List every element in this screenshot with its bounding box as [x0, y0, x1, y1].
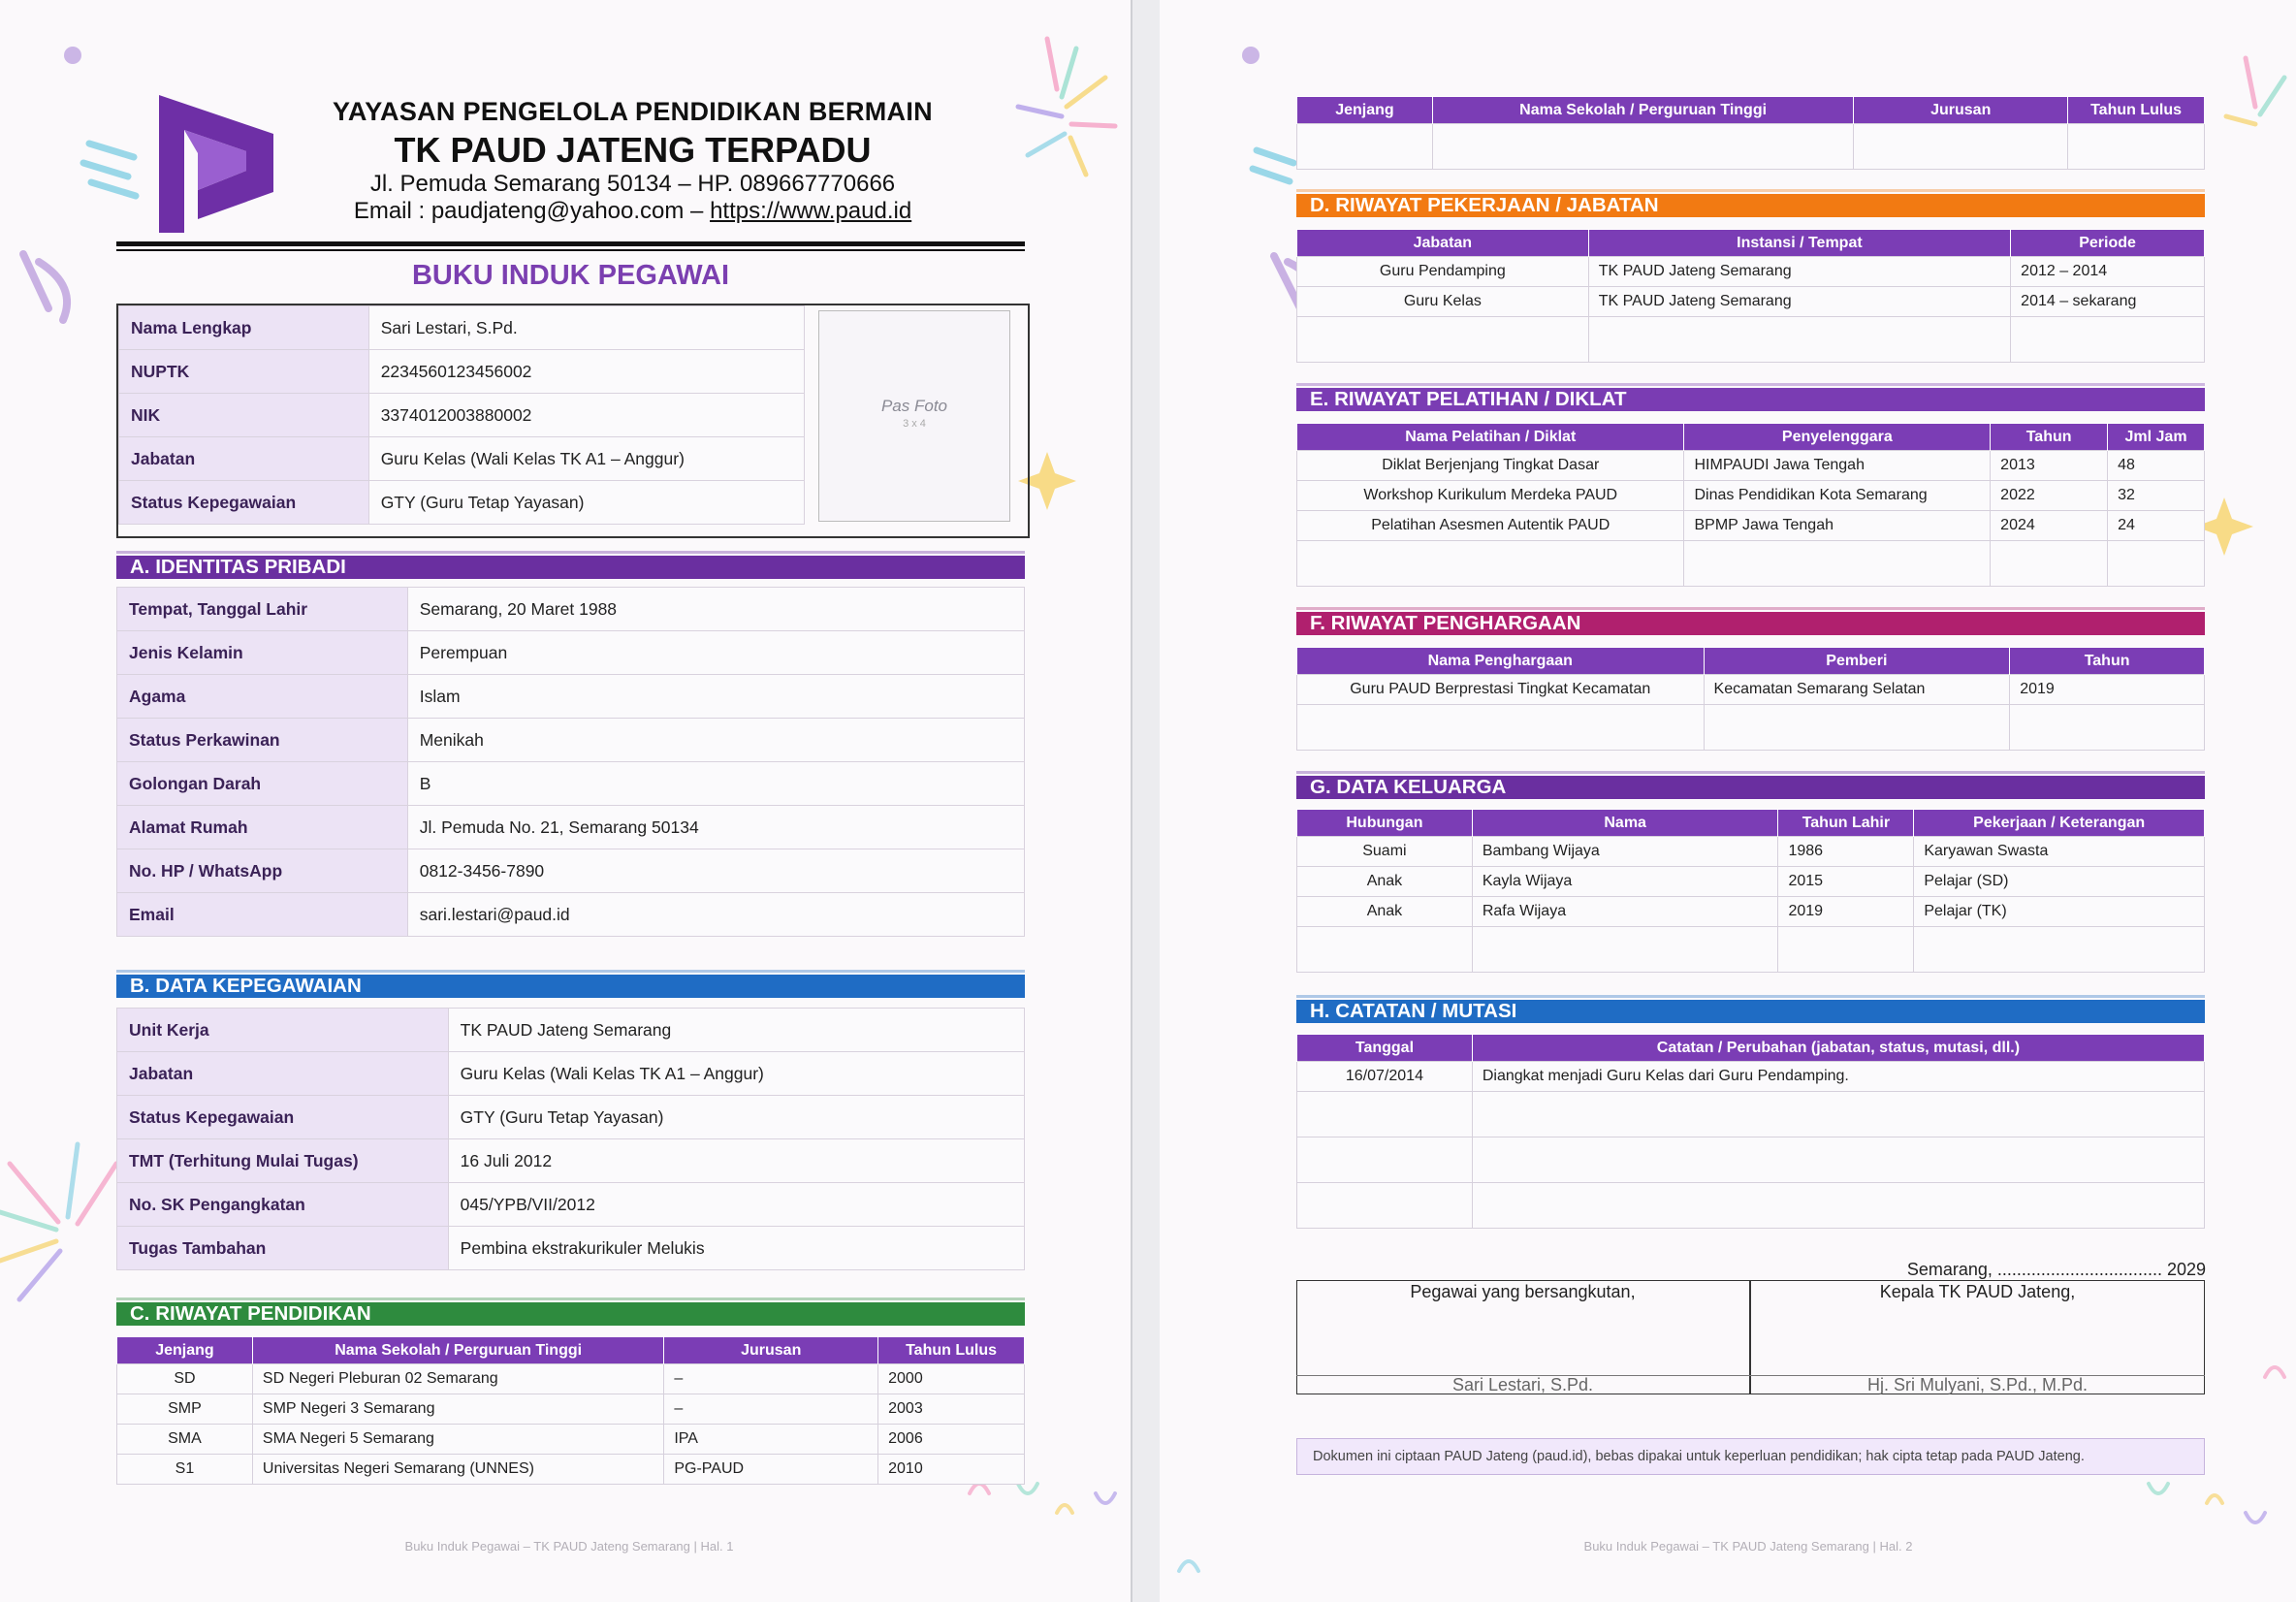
table-cell: IPA	[664, 1425, 878, 1455]
page-gutter	[1131, 0, 1160, 1602]
table-cell: –	[664, 1364, 878, 1394]
section-g-header: G. DATA KELUARGA	[1296, 776, 2205, 799]
column-header: Jenjang	[117, 1337, 253, 1364]
empty-cell	[2011, 317, 2205, 363]
page-1	[0, 0, 1131, 1602]
field-value: 0812-3456-7890	[407, 849, 1024, 893]
field-value: GTY (Guru Tetap Yayasan)	[448, 1096, 1024, 1139]
column-header: Tahun Lulus	[878, 1337, 1025, 1364]
empty-cell	[1914, 927, 2205, 973]
empty-row	[1297, 705, 2205, 751]
kv-row	[119, 306, 805, 350]
table-header-row	[1297, 810, 2205, 837]
field-value: 045/YPB/VII/2012	[448, 1183, 1024, 1227]
signature-left-name: Sari Lestari, S.Pd.	[1451, 1375, 1594, 1394]
table-cell: Diklat Berjenjang Tingkat Dasar	[1297, 451, 1684, 481]
page-divider	[1131, 0, 1132, 1602]
kv-row	[119, 437, 805, 481]
table-row	[117, 1455, 1025, 1485]
table-cell: TK PAUD Jateng Semarang	[1588, 287, 2010, 317]
kv-row	[117, 1139, 1025, 1183]
header-rule-thin	[116, 249, 1025, 251]
table-cell: Rafa Wijaya	[1472, 897, 1778, 927]
empty-cell	[2108, 541, 2205, 587]
empty-row	[1297, 927, 2205, 973]
kv-row	[117, 806, 1025, 849]
table-row	[1297, 675, 2205, 705]
table-cell: Bambang Wijaya	[1472, 837, 1778, 867]
table-cell: Anak	[1297, 867, 1473, 897]
table-cell: 48	[2108, 451, 2205, 481]
table-cell: 2015	[1778, 867, 1914, 897]
table-cell: Diangkat menjadi Guru Kelas dari Guru Pendamping.	[1472, 1062, 2204, 1092]
table-cell: 2024	[1991, 511, 2108, 541]
table-header-row	[117, 1337, 1025, 1364]
table-cell: BPMP Jawa Tengah	[1684, 511, 1991, 541]
kv-row	[119, 394, 805, 437]
empty-cell	[1472, 1137, 2204, 1183]
field-label: Tugas Tambahan	[117, 1227, 449, 1270]
field-label: Status Perkawinan	[117, 719, 408, 762]
column-header: Jurusan	[664, 1337, 878, 1364]
column-header: Pekerjaan / Keterangan	[1914, 810, 2205, 837]
field-value: Menikah	[407, 719, 1024, 762]
column-header: Tahun Lulus	[2068, 97, 2205, 124]
work-history-table	[1296, 229, 2205, 363]
column-header: Tahun Lahir	[1778, 810, 1914, 837]
column-header: Penyelenggara	[1684, 424, 1991, 451]
empty-cell	[1297, 317, 1589, 363]
table-cell: 16/07/2014	[1297, 1062, 1473, 1092]
table-cell: Pelajar (TK)	[1914, 897, 2205, 927]
field-label: Golongan Darah	[117, 762, 408, 806]
kv-row	[117, 1096, 1025, 1139]
empty-row	[1297, 1183, 2205, 1229]
employment-table	[116, 1008, 1025, 1270]
column-header: Jabatan	[1297, 230, 1589, 257]
field-value: 16 Juli 2012	[448, 1139, 1024, 1183]
column-header: Nama Sekolah / Perguruan Tinggi	[252, 1337, 663, 1364]
kv-row	[117, 1183, 1025, 1227]
table-cell: PG-PAUD	[664, 1455, 878, 1485]
school-contact	[310, 198, 955, 225]
kv-row	[117, 762, 1025, 806]
table-cell: SMA Negeri 5 Semarang	[252, 1425, 663, 1455]
table-cell: 24	[2108, 511, 2205, 541]
identity-table	[118, 305, 805, 525]
table-cell: TK PAUD Jateng Semarang	[1588, 257, 2010, 287]
table-header-row	[1297, 648, 2205, 675]
field-value: B	[407, 762, 1024, 806]
field-label: NIK	[119, 394, 369, 437]
table-row	[1297, 287, 2205, 317]
column-header: Tahun	[2010, 648, 2205, 675]
empty-cell	[2010, 705, 2205, 751]
empty-cell	[1297, 1183, 1473, 1229]
kv-row	[117, 1009, 1025, 1052]
column-header: Nama Pelatihan / Diklat	[1297, 424, 1684, 451]
empty-cell	[1472, 1183, 2204, 1229]
section-d-header: D. RIWAYAT PEKERJAAN / JABATAN	[1296, 194, 2205, 217]
table-row	[1297, 897, 2205, 927]
column-header: Catatan / Perubahan (jabatan, status, mutasi, dll.)	[1472, 1035, 2204, 1062]
table-row	[117, 1394, 1025, 1425]
org-name: YAYASAN PENGELOLA PENDIDIKAN BERMAIN	[333, 97, 933, 126]
table-cell: 2012 – 2014	[2011, 257, 2205, 287]
notes-table	[1296, 1034, 2205, 1229]
table-header-row	[1297, 424, 2205, 451]
table-cell: Suami	[1297, 837, 1473, 867]
field-value: TK PAUD Jateng Semarang	[448, 1009, 1024, 1052]
photo-label: Pas Foto	[880, 397, 948, 415]
school-logo	[155, 95, 273, 233]
empty-cell	[1588, 317, 2010, 363]
empty-cell	[1684, 541, 1991, 587]
table-row	[1297, 451, 2205, 481]
column-header: Jurusan	[1854, 97, 2068, 124]
field-value: Sari Lestari, S.Pd.	[368, 306, 804, 350]
table-cell: 2000	[878, 1364, 1025, 1394]
column-header: Tanggal	[1297, 1035, 1473, 1062]
table-cell: SD Negeri Pleburan 02 Semarang	[252, 1364, 663, 1394]
disclaimer-note: Dokumen ini ciptaan PAUD Jateng (paud.id), bebas dipakai untuk keperluan pendidikan; hak cipta tetap pada PAUD Jateng.	[1296, 1438, 2205, 1475]
field-value: Islam	[407, 675, 1024, 719]
page-footer: Buku Induk Pegawai – TK PAUD Jateng Semarang | Hal. 1	[404, 1539, 734, 1554]
kv-row	[117, 675, 1025, 719]
table-cell: 2003	[878, 1394, 1025, 1425]
table-cell: Dinas Pendidikan Kota Semarang	[1684, 481, 1991, 511]
table-cell: Pelatihan Asesmen Autentik PAUD	[1297, 511, 1684, 541]
empty-cell	[1704, 705, 2010, 751]
field-label: Alamat Rumah	[117, 806, 408, 849]
table-row	[1297, 1062, 2205, 1092]
table-row	[117, 1364, 1025, 1394]
photo-size: 3 x 4	[903, 418, 926, 430]
kv-row	[117, 1052, 1025, 1096]
field-value: Semarang, 20 Maret 1988	[407, 588, 1024, 631]
table-cell: 2006	[878, 1425, 1025, 1455]
section-f-header: F. RIWAYAT PENGHARGAAN	[1296, 612, 2205, 635]
signature-right-role: Kepala TK PAUD Jateng,	[1879, 1282, 2076, 1301]
header-rule	[116, 241, 1025, 246]
column-header: Pemberi	[1704, 648, 2010, 675]
empty-cell	[1472, 1092, 2204, 1137]
table-cell: Pelajar (SD)	[1914, 867, 2205, 897]
empty-row	[1297, 541, 2205, 587]
table-cell: Karyawan Swasta	[1914, 837, 2205, 867]
table-cell: Kayla Wijaya	[1472, 867, 1778, 897]
kv-row	[117, 588, 1025, 631]
field-value: Jl. Pemuda No. 21, Semarang 50134	[407, 806, 1024, 849]
field-label: NUPTK	[119, 350, 369, 394]
kv-row	[117, 719, 1025, 762]
table-cell: 2010	[878, 1455, 1025, 1485]
table-cell: Guru PAUD Berprestasi Tingkat Kecamatan	[1297, 675, 1705, 705]
table-cell: 32	[2108, 481, 2205, 511]
table-cell: SMP	[117, 1394, 253, 1425]
column-header: Periode	[2011, 230, 2205, 257]
kv-row	[117, 893, 1025, 937]
email-text: Email : paudjateng@yahoo.com –	[353, 198, 711, 224]
field-value: 3374012003880002	[368, 394, 804, 437]
empty-cell	[1297, 1092, 1473, 1137]
empty-cell	[1297, 705, 1705, 751]
website-link[interactable]: https://www.paud.id	[710, 198, 912, 224]
table-cell: SD	[117, 1364, 253, 1394]
section-a-header: A. IDENTITAS PRIBADI	[116, 556, 1025, 579]
field-label: No. SK Pengangkatan	[117, 1183, 449, 1227]
field-label: Nama Lengkap	[119, 306, 369, 350]
section-b-header: B. DATA KEPEGAWAIAN	[116, 975, 1025, 998]
empty-cell	[1297, 541, 1684, 587]
table-cell: Anak	[1297, 897, 1473, 927]
field-value: sari.lestari@paud.id	[407, 893, 1024, 937]
table-cell: –	[664, 1394, 878, 1425]
field-label: Status Kepegawaian	[117, 1096, 449, 1139]
field-label: Jabatan	[119, 437, 369, 481]
table-cell: SMP Negeri 3 Semarang	[252, 1394, 663, 1425]
table-row	[1297, 511, 2205, 541]
education-table-continued	[1296, 96, 2205, 170]
signature-date: Semarang, .................................. 2029	[1906, 1260, 2206, 1279]
section-e-header: E. RIWAYAT PELATIHAN / DIKLAT	[1296, 388, 2205, 411]
table-cell: 2013	[1991, 451, 2108, 481]
empty-cell	[1778, 927, 1914, 973]
family-table	[1296, 809, 2205, 973]
table-header-row	[1297, 1035, 2205, 1062]
field-label: Status Kepegawaian	[119, 481, 369, 525]
table-cell: Workshop Kurikulum Merdeka PAUD	[1297, 481, 1684, 511]
table-cell: 1986	[1778, 837, 1914, 867]
field-value: GTY (Guru Tetap Yayasan)	[368, 481, 804, 525]
table-cell: Guru Kelas	[1297, 287, 1589, 317]
table-row	[1297, 257, 2205, 287]
personal-table	[116, 587, 1025, 937]
kv-row	[119, 350, 805, 394]
signature-left-role: Pegawai yang bersangkutan,	[1410, 1282, 1636, 1301]
kv-row	[117, 1227, 1025, 1270]
empty-cell	[1991, 541, 2108, 587]
empty-cell	[1297, 927, 1473, 973]
empty-cell	[1472, 927, 1778, 973]
signature-right-name: Hj. Sri Mulyani, S.Pd., M.Pd.	[1866, 1375, 2089, 1394]
school-address: Jl. Pemuda Semarang 50134 – HP. 089667770666	[369, 171, 896, 197]
table-row	[1297, 867, 2205, 897]
kv-row	[119, 481, 805, 525]
table-cell: S1	[117, 1455, 253, 1485]
table-cell: 2019	[1778, 897, 1914, 927]
field-value: Pembina ekstrakurikuler Melukis	[448, 1227, 1024, 1270]
table-header-row	[1297, 230, 2205, 257]
table-row	[117, 1425, 1025, 1455]
kv-row	[117, 849, 1025, 893]
document-title: BUKU INDUK PEGAWAI	[411, 260, 730, 291]
table-row	[1297, 837, 2205, 867]
table-cell: Universitas Negeri Semarang (UNNES)	[252, 1455, 663, 1485]
section-c-header: C. RIWAYAT PENDIDIKAN	[116, 1302, 1025, 1326]
awards-table	[1296, 647, 2205, 751]
field-value: 2234560123456002	[368, 350, 804, 394]
table-cell: HIMPAUDI Jawa Tengah	[1684, 451, 1991, 481]
column-header: Jml Jam	[2108, 424, 2205, 451]
table-cell: 2022	[1991, 481, 2108, 511]
education-table	[116, 1336, 1025, 1485]
column-header: Hubungan	[1297, 810, 1473, 837]
field-label: Unit Kerja	[117, 1009, 449, 1052]
column-header: Nama Penghargaan	[1297, 648, 1705, 675]
empty-row	[1297, 1137, 2205, 1183]
table-cell: SMA	[117, 1425, 253, 1455]
empty-row	[1297, 317, 2205, 363]
page-footer: Buku Induk Pegawai – TK PAUD Jateng Semarang | Hal. 2	[1583, 1539, 1913, 1554]
field-label: TMT (Terhitung Mulai Tugas)	[117, 1139, 449, 1183]
column-header: Jenjang	[1297, 97, 1433, 124]
table-row	[1297, 481, 2205, 511]
column-header: Nama Sekolah / Perguruan Tinggi	[1432, 97, 1853, 124]
photo-placeholder	[818, 310, 1010, 522]
table-cell: Kecamatan Semarang Selatan	[1704, 675, 2010, 705]
field-label: Tempat, Tanggal Lahir	[117, 588, 408, 631]
table-header-row	[1297, 97, 2205, 124]
column-header: Instansi / Tempat	[1588, 230, 2010, 257]
field-label: Agama	[117, 675, 408, 719]
empty-cell	[1297, 1137, 1473, 1183]
section-h-header: H. CATATAN / MUTASI	[1296, 1000, 2205, 1023]
field-value: Guru Kelas (Wali Kelas TK A1 – Anggur)	[448, 1052, 1024, 1096]
field-value: Perempuan	[407, 631, 1024, 675]
field-label: Email	[117, 893, 408, 937]
field-label: Jabatan	[117, 1052, 449, 1096]
training-table	[1296, 423, 2205, 587]
column-header: Tahun	[1991, 424, 2108, 451]
table-cell: 2014 – sekarang	[2011, 287, 2205, 317]
kv-row	[117, 631, 1025, 675]
table-cell: 2019	[2010, 675, 2205, 705]
empty-row	[1297, 1092, 2205, 1137]
field-value: Guru Kelas (Wali Kelas TK A1 – Anggur)	[368, 437, 804, 481]
school-name: TK PAUD JATENG TERPADU	[394, 130, 872, 170]
field-label: Jenis Kelamin	[117, 631, 408, 675]
table-cell: Guru Pendamping	[1297, 257, 1589, 287]
column-header: Nama	[1472, 810, 1778, 837]
field-label: No. HP / WhatsApp	[117, 849, 408, 893]
